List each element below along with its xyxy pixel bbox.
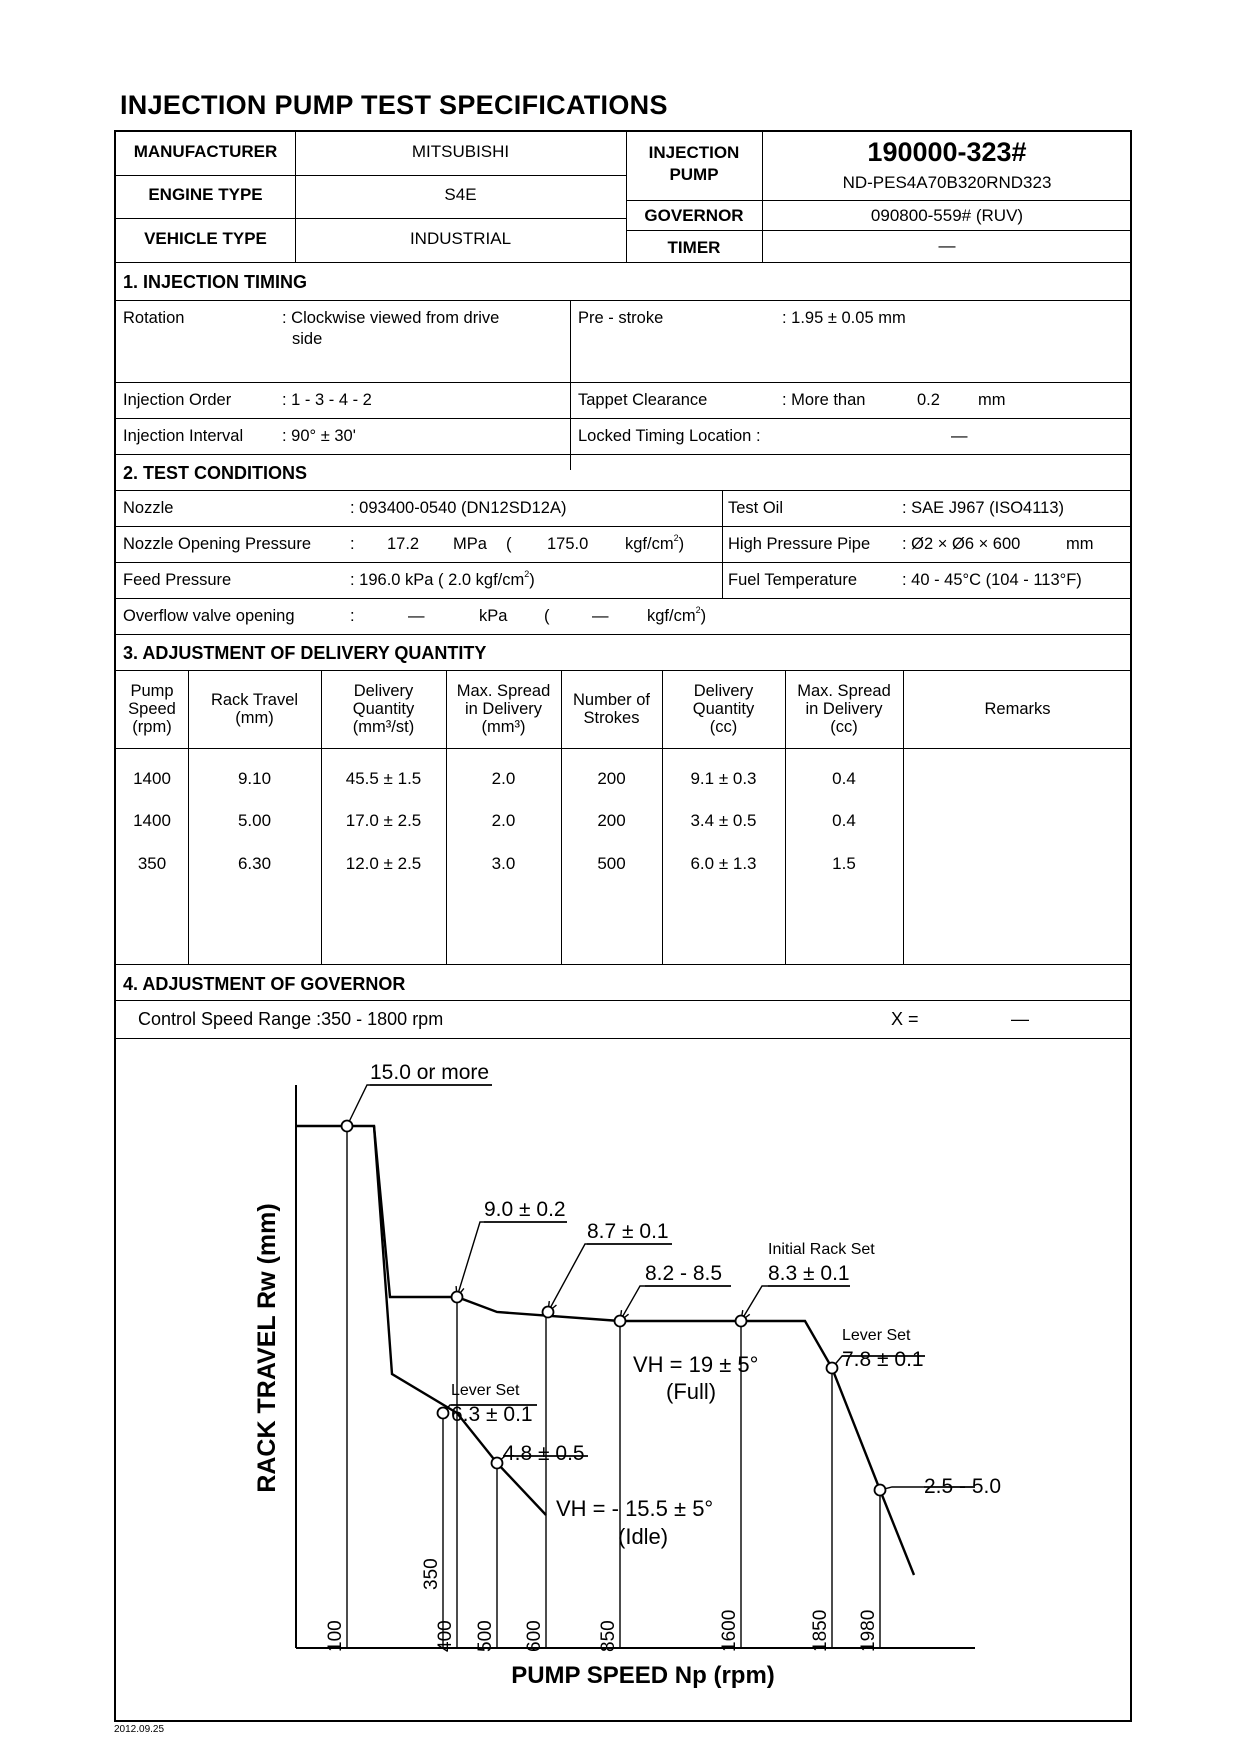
col-delivery-quantity-mm3: Delivery Quantity (mm³/st) [352,682,415,736]
injection-interval-label: Injection Interval [123,427,244,445]
prestroke-value: : 1.95 ± 0.05 mm [782,309,906,327]
injection-order-label: Injection Order [123,391,232,409]
annotation-label: 15.0 or more [370,1061,490,1084]
x-tick-label: 500 [475,1620,496,1652]
pump-model: ND-PES4A70B320RND323 [842,173,1052,192]
fuel-temperature-value: : 40 - 45°C (104 - 113°F) [902,571,1082,589]
feed-pressure-label: Feed Pressure [123,571,232,589]
table-cell: 12.0 ± 2.5 [345,854,422,873]
rotation-value-cont: side [292,330,323,348]
overflow-kpa-value: — [408,607,425,625]
test-oil-value: : SAE J967 (ISO4113) [902,499,1065,517]
footer-date: 2012.09.25 [114,1724,165,1735]
nop-mpa-value: 17.2 [387,535,420,553]
data-point [736,1316,747,1327]
table-cell: 1.5 [832,854,856,873]
locked-timing-label: Locked Timing Location : [578,427,761,445]
nop-kgf-value: 175.0 [547,535,589,553]
rotation-label: Rotation [123,309,185,327]
tappet-clearance-label: Tappet Clearance [578,391,708,409]
control-speed-range: Control Speed Range :350 - 1800 rpm [138,1009,444,1029]
tappet-clearance-unit: mm [978,391,1006,409]
annotation-label: 4.8 ± 0.5 [503,1442,585,1465]
x-tick-label: 1850 [810,1609,831,1652]
rotation-value: : Clockwise viewed from drive [282,309,500,327]
data-point [452,1292,463,1303]
overflow-colon: : [350,607,355,625]
x-label: X = [891,1009,919,1029]
annotation-label: 2.5 - 5.0 [924,1475,1002,1498]
section-governor: 4. ADJUSTMENT OF GOVERNOR [123,974,406,994]
data-point [438,1408,449,1419]
table-cell: 9.10 [237,769,272,788]
section-injection-timing: 1. INJECTION TIMING [123,272,308,292]
col-delivery-quantity-cc: Delivery Quantity (cc) [692,682,755,736]
col-remarks: Remarks [984,700,1051,718]
annotation-label: 8.3 ± 0.1 [768,1262,850,1285]
table-cell: 1400 [133,811,171,830]
data-point [342,1121,353,1132]
table-cell: 6.30 [237,854,272,873]
table-cell: 3.0 [491,854,516,873]
data-point [827,1363,838,1374]
overflow-open-paren: ( [544,607,550,625]
x-tick-label: 850 [598,1620,619,1652]
nop-open-paren: ( [506,535,512,553]
section-delivery-quantity: 3. ADJUSTMENT OF DELIVERY QUANTITY [123,643,487,663]
nozzle-label: Nozzle [123,499,174,517]
timer-label: TIMER [667,238,721,257]
manufacturer-label: MANUFACTURER [133,142,278,161]
data-point [543,1307,554,1318]
tappet-clearance-prefix: : More than [782,391,866,409]
table-cell: 6.0 ± 1.3 [690,854,757,873]
x-tick-label: 100 [325,1620,346,1652]
high-pressure-pipe-label: High Pressure Pipe [728,535,871,553]
engine-type-value: S4E [444,185,477,204]
table-cell: 0.4 [832,811,856,830]
data-point [875,1485,886,1496]
vehicle-type-label: VEHICLE TYPE [144,229,267,248]
x-tick-label: 600 [524,1620,545,1652]
table-cell: 2.0 [491,811,516,830]
timer-value: — [938,236,956,255]
governor-value: 090800-559# (RUV) [870,206,1024,225]
vehicle-type-value: INDUSTRIAL [409,229,512,248]
x-value: — [1011,1009,1029,1029]
table-cell: 200 [597,769,626,788]
annotation-label: 8.2 - 8.5 [645,1262,723,1285]
injection-order-value: : 1 - 3 - 4 - 2 [282,391,372,409]
annotation-label: (Idle) [618,1524,669,1549]
annotation-label: 6.3 ± 0.1 [451,1403,533,1426]
high-pressure-pipe-value: : Ø2 × Ø6 × 600 [902,535,1021,553]
table-cell: 1400 [133,769,171,788]
overflow-kgf-value: — [592,607,609,625]
table-cell: 9.1 ± 0.3 [690,769,757,788]
table-cell: 3.4 ± 0.5 [690,811,757,830]
table-cell: 17.0 ± 2.5 [345,811,422,830]
table-cell: 2.0 [491,769,516,788]
annotation-label: 9.0 ± 0.2 [484,1198,566,1221]
leader-line [741,1286,850,1321]
data-point [615,1316,626,1327]
x-tick-label: 1600 [719,1609,740,1652]
high-pressure-pipe-unit: mm [1066,535,1094,553]
feed-pressure-value: : 196.0 kPa ( 2.0 kgf/$cm^2$) [350,569,535,589]
nozzle-value: : 093400-0540 (DN12SD12A) [350,499,567,517]
fuel-temperature-label: Fuel Temperature [728,571,858,589]
table-cell: 200 [597,811,626,830]
section-test-conditions: 2. TEST CONDITIONS [123,463,308,483]
x-axis-label: PUMP SPEED Np (rpm) [511,1662,775,1689]
table-cell: 5.00 [237,811,272,830]
injection-pump-label-line2: PUMP [669,165,719,184]
injection-interval-value: : 90° ± 30' [282,427,356,445]
annotation-label: Lever Set [842,1327,911,1344]
annotation-label: VH = 19 ± 5° [633,1352,759,1377]
overflow-kgf-unit: kgf/$cm^2$) [647,605,707,625]
nop-kgf-unit: kgf/$cm^2$) [625,533,685,553]
tappet-clearance-value: 0.2 [917,391,940,409]
engine-type-label: ENGINE TYPE [148,185,263,204]
nozzle-opening-pressure-label: Nozzle Opening Pressure [123,535,312,553]
pump-number: 190000-323# [867,137,1027,167]
annotation-label: Lever Set [451,1382,520,1399]
overflow-kpa-unit: kPa [479,607,508,625]
annotation-label: 7.8 ± 0.1 [842,1348,924,1371]
annotation-label: Initial Rack Set [768,1241,875,1258]
manufacturer-value: MITSUBISHI [411,142,510,161]
x-tick-label: 350 [421,1558,442,1590]
governor-label: GOVERNOR [644,206,744,225]
table-cell: 350 [137,854,167,873]
nop-colon: : [350,535,355,553]
locked-timing-value: — [951,427,968,445]
table-cell: 45.5 ± 1.5 [345,769,422,788]
annotation-label: (Full) [666,1379,717,1404]
nop-mpa-unit: MPa [453,535,487,553]
annotation-label: 8.7 ± 0.1 [587,1220,669,1243]
col-rack-travel: Rack Travel (mm) [210,691,299,727]
injection-pump-label-line1: INJECTION [648,143,740,162]
prestroke-label: Pre - stroke [578,309,664,327]
overflow-valve-label: Overflow valve opening [123,607,295,625]
annotation-label: VH = - 15.5 ± 5° [556,1496,714,1521]
col-max-spread-mm3: Max. Spread in Delivery (mm³) [456,682,551,736]
y-axis-label: RACK TRAVEL Rw (mm) [253,1203,281,1493]
data-point [492,1458,503,1469]
x-tick-label: 400 [435,1620,456,1652]
x-tick-label: 1980 [858,1609,879,1652]
col-pump-speed: Pump Speed (rpm) [128,682,176,736]
test-oil-label: Test Oil [728,499,784,517]
page-title: INJECTION PUMP TEST SPECIFICATIONS [120,90,668,120]
col-number-of-strokes: Number of Strokes [572,691,651,727]
table-cell: 500 [597,854,626,873]
leader-line [457,1222,567,1297]
leader-line [620,1286,731,1321]
table-cell: 0.4 [832,769,856,788]
col-max-spread-cc: Max. Spread in Delivery (cc) [797,682,891,736]
leader-line [347,1085,492,1126]
